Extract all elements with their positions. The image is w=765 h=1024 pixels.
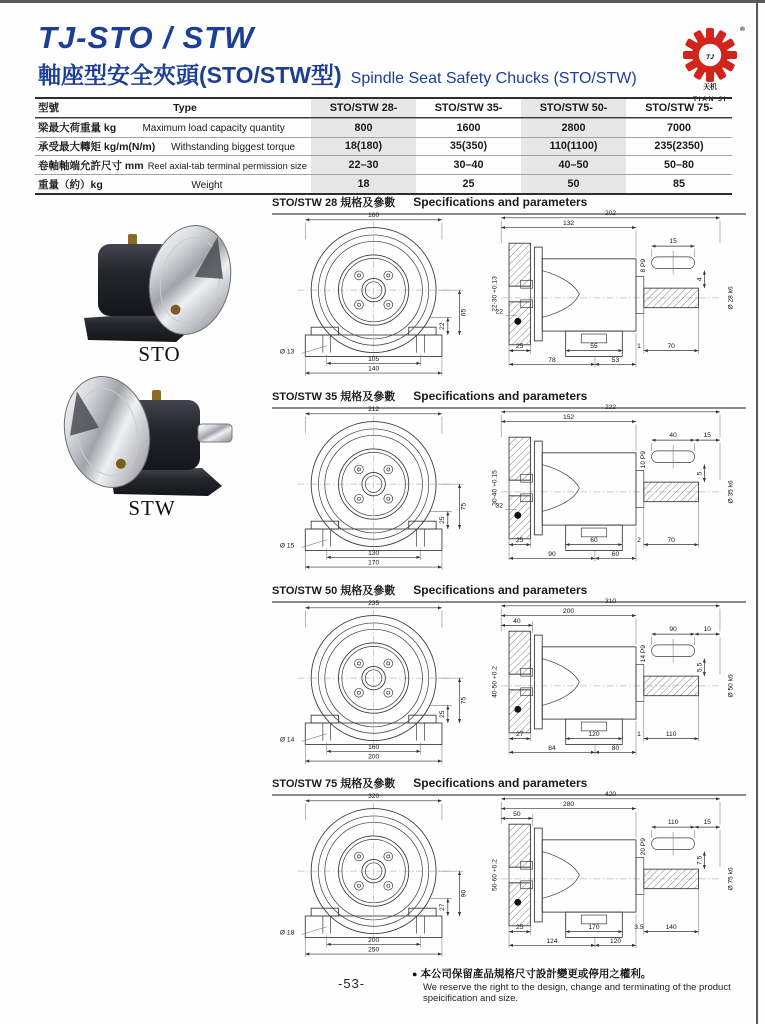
dim-label: 320 <box>368 792 380 800</box>
dim-label: Ø 18 <box>279 929 295 937</box>
dim-label: Ø 50 k6 <box>727 674 735 698</box>
photo-caption-sto: STO <box>138 342 181 366</box>
dim-label: 310 <box>605 598 617 605</box>
dim-label: 420 <box>605 791 617 798</box>
dim-label: 130 <box>368 549 380 557</box>
row-label-cn: 承受最大轉矩 kg/m(N/m) <box>38 140 156 153</box>
dim-label: 250 <box>368 946 380 954</box>
section-heading-cn: STO/STW 35 規格及參數 <box>272 391 396 403</box>
spec-value: 2800 <box>521 119 626 137</box>
dim-label: 40 <box>669 432 677 440</box>
dim-label: 1 <box>637 731 641 739</box>
side-view-drawing <box>487 210 742 378</box>
dim-label: 140 <box>368 365 380 373</box>
section-heading-en: Specifications and parameters <box>413 195 588 209</box>
spec-value: 7000 <box>666 121 692 134</box>
dim-label: 70 <box>667 537 675 545</box>
footnote <box>412 966 765 1004</box>
dim-label: 1 <box>637 343 641 351</box>
dim-label: 65 <box>460 308 468 317</box>
dim-label: Ø 35 k6 <box>727 480 735 504</box>
logo-name-cn: 天机 <box>703 84 717 91</box>
col-header-50: STO/STW 50- <box>521 99 626 117</box>
spec-row-load <box>35 118 732 137</box>
section-heading-en: Specifications and parameters <box>413 389 588 403</box>
page-subtitle <box>38 57 637 90</box>
spec-value: 35(350) <box>449 140 488 153</box>
bullet-icon: ● <box>412 969 418 979</box>
side-view-drawing <box>487 598 742 766</box>
subtitle-cn: 軸座型安全夾頭(STO/STW型) <box>38 62 342 88</box>
spec-section <box>0 582 765 776</box>
dim-label: 50 <box>513 810 521 818</box>
dim-label: 25 <box>438 710 446 718</box>
side-view-drawing <box>487 404 742 572</box>
spec-row-shaft-size <box>35 155 732 174</box>
dim-label: 60 <box>611 550 620 558</box>
dim-label: 152 <box>563 414 575 422</box>
front-view-drawing <box>276 791 481 959</box>
dim-label: 132 <box>563 220 575 228</box>
dim-label: 5.5 <box>696 662 704 672</box>
subtitle-en: Spindle Seat Safety Chucks (STO/STW) <box>350 70 637 87</box>
dim-label: 200 <box>368 936 380 944</box>
dim-label: 25 <box>516 537 524 545</box>
dim-label: 75 <box>460 502 468 511</box>
dim-label: 105 <box>368 355 380 363</box>
page-top-edge <box>0 0 765 3</box>
section-heading-cn: STO/STW 28 規格及參數 <box>272 197 396 209</box>
dim-label: 55 <box>590 343 598 351</box>
dim-label: 22-30 +0.13 <box>491 276 499 312</box>
dim-label: 90 <box>669 626 677 634</box>
page-title: TJ-STO / STW <box>38 20 255 55</box>
spec-header-label <box>35 100 311 115</box>
col-header-35: STO/STW 35- <box>434 101 503 114</box>
dim-label: 80 <box>611 744 620 752</box>
dim-label: Ø 15 <box>279 542 295 550</box>
dim-label: 140 <box>665 924 677 932</box>
footnote-en: We reserve the right to the design, change and terminating of the product speicification and size. <box>423 982 731 1004</box>
dim-label: 70 <box>667 343 675 351</box>
dim-label: 22 <box>495 308 503 316</box>
dim-label: 120 <box>588 731 600 739</box>
dim-label: 10 P9 <box>639 451 647 469</box>
dim-label: 14 P9 <box>639 645 647 663</box>
row-label-en: Weight <box>191 179 223 191</box>
dim-label: Ø 75 k6 <box>727 867 735 891</box>
dim-label: 25 <box>516 343 524 351</box>
spec-table <box>35 97 732 195</box>
section-heading-en: Specifications and parameters <box>413 776 588 790</box>
dim-label: 7.5 <box>696 855 704 865</box>
dim-label: 40 <box>513 617 521 625</box>
dim-label: 90 <box>460 889 468 898</box>
footnote-cn: 本公司保留產品規格尺寸設計變更或停用之權利。 <box>420 968 652 980</box>
dim-label: 222 <box>605 404 617 411</box>
photo-caption-stw: STW <box>128 496 176 520</box>
dim-label: 22 <box>438 322 446 330</box>
dim-label: 8 P9 <box>639 258 647 273</box>
section-heading-en: Specifications and parameters <box>413 583 588 597</box>
dim-label: 75 <box>460 696 468 705</box>
dim-label: 32 <box>495 502 503 510</box>
spec-value: 18(180) <box>311 138 416 156</box>
spec-value: 50 <box>521 175 626 193</box>
row-label-en: Maximum load capacity quantity <box>142 123 285 135</box>
logo-name-en: TIAN JI <box>693 96 727 103</box>
spec-value: 1600 <box>456 121 481 134</box>
spec-value: 25 <box>462 178 475 191</box>
page-number: -53- <box>338 976 366 991</box>
dim-label: 235 <box>368 599 380 607</box>
logo-monogram: TJ <box>706 54 714 61</box>
spec-row-torque <box>35 137 732 156</box>
dim-label: 15 <box>703 432 711 440</box>
dim-label: Ø 14 <box>279 736 295 744</box>
dim-label: 124 <box>546 937 558 945</box>
spec-value: 22–30 <box>311 156 416 174</box>
dim-label: 90 <box>548 550 556 558</box>
dim-label: 5 <box>696 471 704 476</box>
spec-value: 18 <box>311 175 416 193</box>
spec-value: 800 <box>311 119 416 137</box>
dim-label: 10 <box>703 626 711 634</box>
dim-label: 160 <box>368 743 380 751</box>
dim-label: 160 <box>368 211 380 219</box>
row-label-cn: 卷軸軸端允許尺寸 mm <box>38 159 144 172</box>
dim-label: 200 <box>368 753 380 761</box>
dim-label: Ø 28 k6 <box>727 286 735 310</box>
dim-label: Ø 13 <box>279 348 295 356</box>
dim-label: 15 <box>703 819 711 827</box>
dim-label: 2 <box>637 537 641 545</box>
col-header-75: STO/STW 75- <box>645 101 713 114</box>
spec-value: 30–40 <box>453 159 484 172</box>
dim-label: 120 <box>609 937 622 945</box>
spec-value: 85 <box>672 178 685 191</box>
row-label-cn: 梁最大荷重量 kg <box>38 122 117 135</box>
dim-label: 110 <box>667 819 679 827</box>
spec-value: 235(2350) <box>654 140 704 153</box>
dim-label: 4 <box>696 277 704 282</box>
registered-mark: ® <box>740 26 746 33</box>
row-label-en: Reel axial-tab terminal permission size <box>147 160 307 171</box>
header-cn: 型號 <box>38 102 59 115</box>
dim-label: 25 <box>438 516 446 524</box>
dim-label: 280 <box>563 801 575 809</box>
spec-section <box>0 775 765 969</box>
dim-label: 170 <box>368 559 380 567</box>
spec-value: 40–50 <box>521 156 626 174</box>
side-view-drawing <box>487 791 742 959</box>
front-view-drawing <box>276 598 481 766</box>
front-view-drawing <box>276 210 481 378</box>
front-view-drawing <box>276 404 481 572</box>
dim-label: 212 <box>368 405 380 413</box>
dim-label: 84 <box>548 744 556 752</box>
spec-row-weight <box>35 174 732 193</box>
brand-logo <box>676 16 754 110</box>
dim-label: 170 <box>588 924 600 932</box>
dim-label: 53 <box>611 356 620 364</box>
spec-table-header-row <box>35 99 732 118</box>
header-en: Type <box>173 102 197 115</box>
dim-label: 110 <box>665 731 677 739</box>
section-heading-cn: STO/STW 75 規格及參數 <box>272 778 396 790</box>
dim-label: 25 <box>516 924 524 932</box>
dim-label: 15 <box>669 238 677 246</box>
row-label-en: Withstanding biggest torque <box>171 141 296 153</box>
dim-label: 30-40 +0.15 <box>491 470 499 506</box>
dim-label: 20 P9 <box>639 838 647 856</box>
spec-value: 110(1100) <box>521 138 626 156</box>
dim-label: 27 <box>516 731 524 739</box>
spec-section <box>0 388 765 582</box>
spec-value: 50–80 <box>663 159 695 172</box>
spec-section <box>0 194 765 388</box>
dim-label: 60 <box>590 537 598 545</box>
dim-label: 40-50 +0.2 <box>491 666 499 698</box>
section-heading-cn: STO/STW 50 規格及參數 <box>272 585 396 597</box>
col-header-28: STO/STW 28- <box>311 99 416 117</box>
dim-label: 3.5 <box>634 924 644 932</box>
dim-label: 50-60 +0.2 <box>491 859 499 891</box>
dim-label: 200 <box>563 608 575 616</box>
dim-label: 78 <box>548 356 556 364</box>
gear-icon <box>676 16 754 110</box>
row-label-cn: 重量（約）kg <box>38 178 103 191</box>
dim-label: 27 <box>438 903 446 911</box>
dim-label: 202 <box>605 210 617 217</box>
